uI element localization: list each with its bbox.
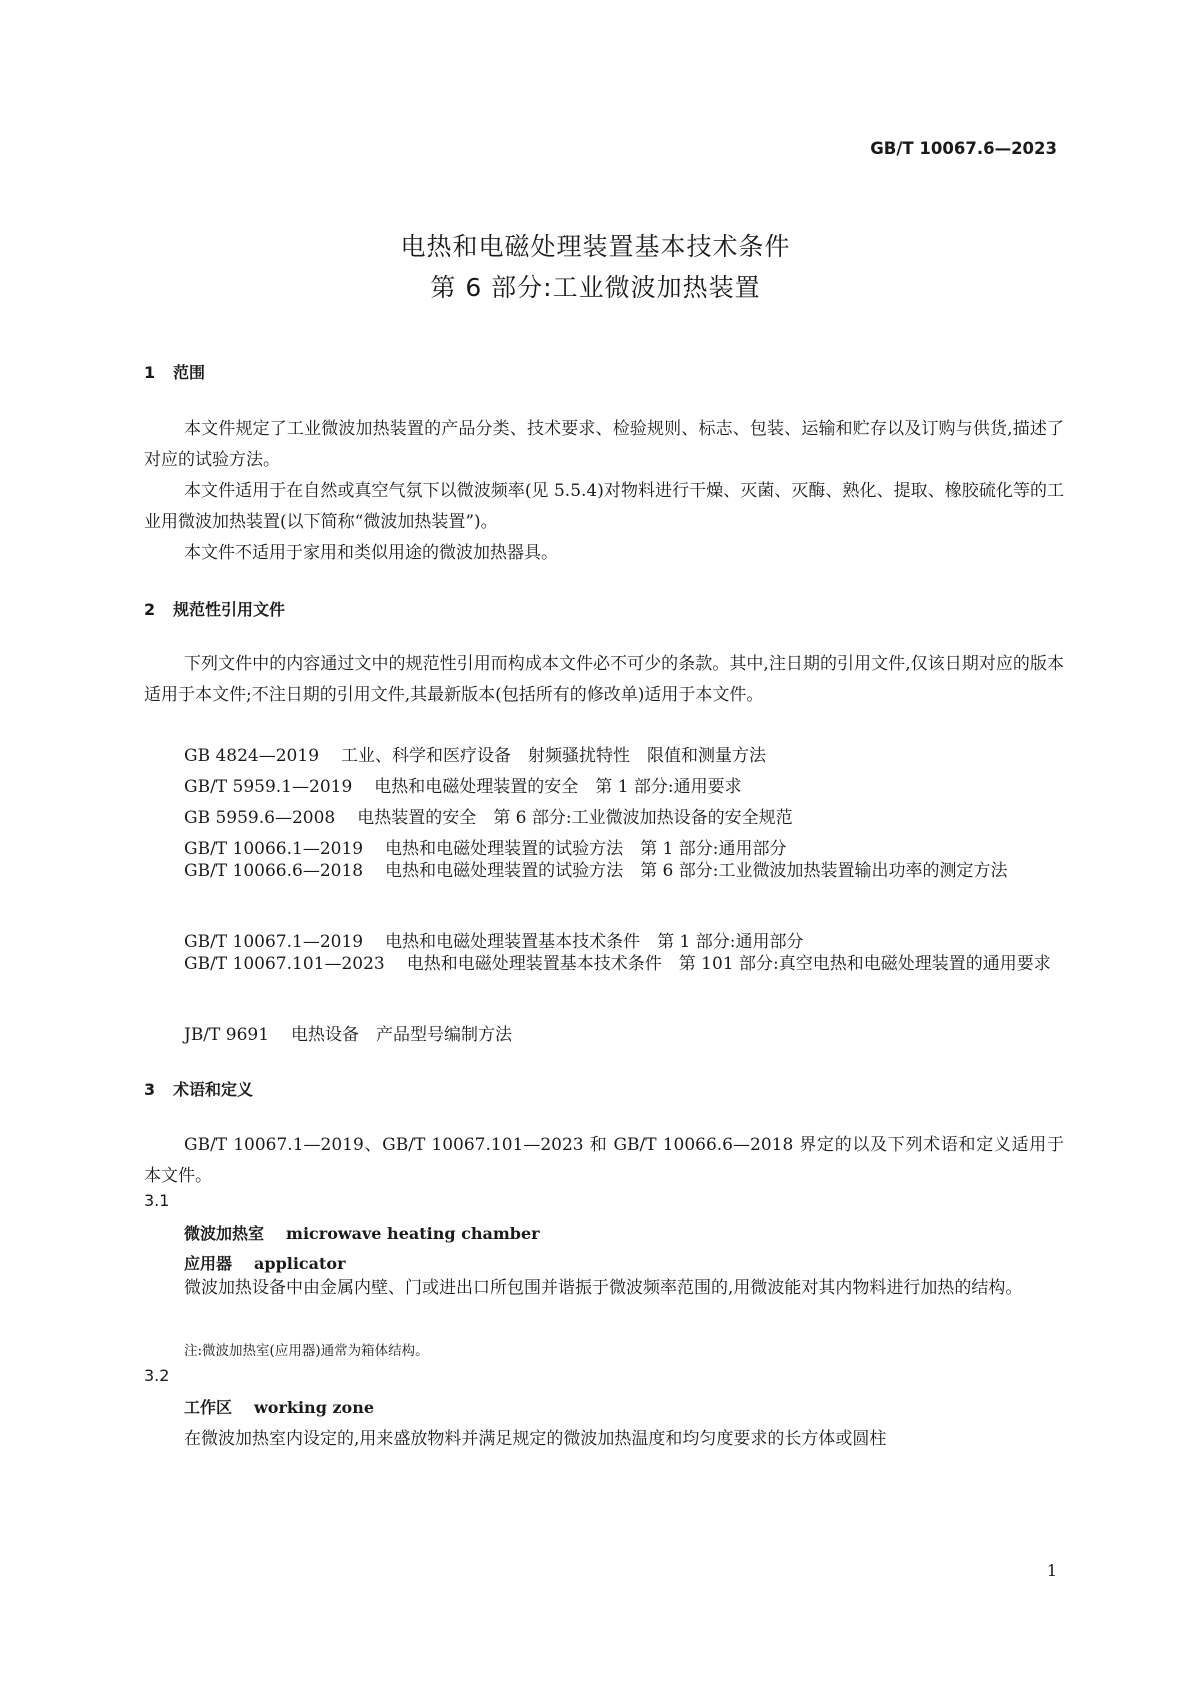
section-2-intro: 下列文件中的内容通过文中的规范性引用而构成本文件必不可少的条款。其中,注日期的引用文件,仅该日期对应的版本适用于本文件;不注日期的引用文件,其最新版本(包括所有的修改单)适用于本文件。 bbox=[144, 654, 1064, 705]
section-2-heading bbox=[144, 597, 285, 620]
reference-title: 电热和电磁处理装置基本技术条件 第 101 部分:真空电热和电磁处理装置的通用要求 bbox=[406, 954, 1051, 974]
reference-item bbox=[144, 856, 1064, 887]
term-definition: 微波加热设备中由金属内壁、门或进出口所包围并谐振于微波频率范围的,用微波能对其内物料进行加热的结构。 bbox=[184, 1278, 1023, 1298]
section-1-paragraph-1: 本文件规定了工业微波加热装置的产品分类、技术要求、检验规则、标志、包装、运输和贮存以及订购与供货,描述了对应的试验方法。 bbox=[144, 419, 1064, 470]
reference-item bbox=[184, 772, 742, 797]
section-number: 2 bbox=[144, 600, 156, 619]
reference-title: 工业、科学和医疗设备 射频骚扰特性 限值和测量方法 bbox=[341, 746, 767, 766]
section-3-intro: GB/T 10067.1—2019、GB/T 10067.101—2023 和 GB/T 10066.6—2018 界定的以及下列术语和定义适用于本文件。 bbox=[144, 1135, 1064, 1186]
term-heading bbox=[184, 1221, 540, 1244]
reference-title: 电热装置的安全 第 6 部分:工业微波加热设备的安全规范 bbox=[357, 808, 793, 828]
section-3-heading bbox=[144, 1077, 253, 1100]
reference-code: GB/T 10066.1—2019 bbox=[184, 839, 364, 859]
section-1-paragraph-3: 本文件不适用于家用和类似用途的微波加热器具。 bbox=[184, 543, 558, 563]
reference-title: 电热和电磁处理装置的安全 第 1 部分:通用要求 bbox=[374, 777, 742, 797]
term-en: working zone bbox=[254, 1398, 375, 1417]
term-alt-en: applicator bbox=[254, 1254, 346, 1273]
reference-title: 电热和电磁处理装置的试验方法 第 6 部分:工业微波加热装置输出功率的测定方法 bbox=[385, 861, 1008, 881]
term-zh: 微波加热室 bbox=[184, 1224, 265, 1243]
term-number: 3.2 bbox=[144, 1366, 170, 1385]
document-title-line2: 第 6 部分:工业微波加热装置 bbox=[430, 273, 761, 302]
term-zh: 工作区 bbox=[184, 1398, 233, 1417]
section-1-heading bbox=[144, 360, 205, 383]
reference-code: GB/T 5959.1—2019 bbox=[184, 777, 353, 797]
reference-code: GB/T 10067.101—2023 bbox=[184, 954, 385, 974]
term-heading bbox=[184, 1395, 374, 1418]
reference-title: 电热和电磁处理装置基本技术条件 第 1 部分:通用部分 bbox=[385, 932, 804, 952]
reference-item bbox=[184, 803, 793, 828]
page-number: 1 bbox=[1046, 1561, 1057, 1580]
reference-code: GB/T 10067.1—2019 bbox=[184, 932, 364, 952]
term-number: 3.1 bbox=[144, 1191, 170, 1210]
reference-title: 电热设备 产品型号编制方法 bbox=[291, 1025, 513, 1045]
term-en: microwave heating chamber bbox=[286, 1224, 540, 1243]
reference-item bbox=[144, 949, 1064, 980]
section-title: 规范性引用文件 bbox=[173, 600, 286, 619]
reference-item bbox=[184, 741, 766, 766]
document-title-line1: 电热和电磁处理装置基本技术条件 bbox=[400, 232, 791, 261]
reference-code: GB 5959.6—2008 bbox=[184, 808, 336, 828]
section-title: 范围 bbox=[173, 363, 206, 382]
term-definition: 在微波加热室内设定的,用来盛放物料并满足规定的微波加热温度和均匀度要求的长方体或圆柱 bbox=[184, 1429, 887, 1449]
reference-code: GB/T 10066.6—2018 bbox=[184, 861, 364, 881]
section-number: 1 bbox=[144, 363, 156, 382]
reference-title: 电热和电磁处理装置的试验方法 第 1 部分:通用部分 bbox=[385, 839, 787, 859]
section-1-paragraph-2: 本文件适用于在自然或真空气氛下以微波频率(见 5.5.4)对物料进行干燥、灭菌、灭酶、熟化、提取、橡胶硫化等的工业用微波加热装置(以下简称“微波加热装置”)。 bbox=[144, 481, 1064, 532]
section-number: 3 bbox=[144, 1080, 156, 1099]
term-alt-zh: 应用器 bbox=[184, 1254, 233, 1273]
reference-code: JB/T 9691 bbox=[184, 1025, 270, 1045]
section-title: 术语和定义 bbox=[173, 1080, 254, 1099]
term-alt-heading bbox=[184, 1251, 346, 1274]
standard-number: GB/T 10067.6—2023 bbox=[870, 139, 1057, 158]
reference-item bbox=[184, 1020, 512, 1045]
reference-code: GB 4824—2019 bbox=[184, 746, 320, 766]
term-note: 注:微波加热室(应用器)通常为箱体结构。 bbox=[184, 1343, 429, 1359]
